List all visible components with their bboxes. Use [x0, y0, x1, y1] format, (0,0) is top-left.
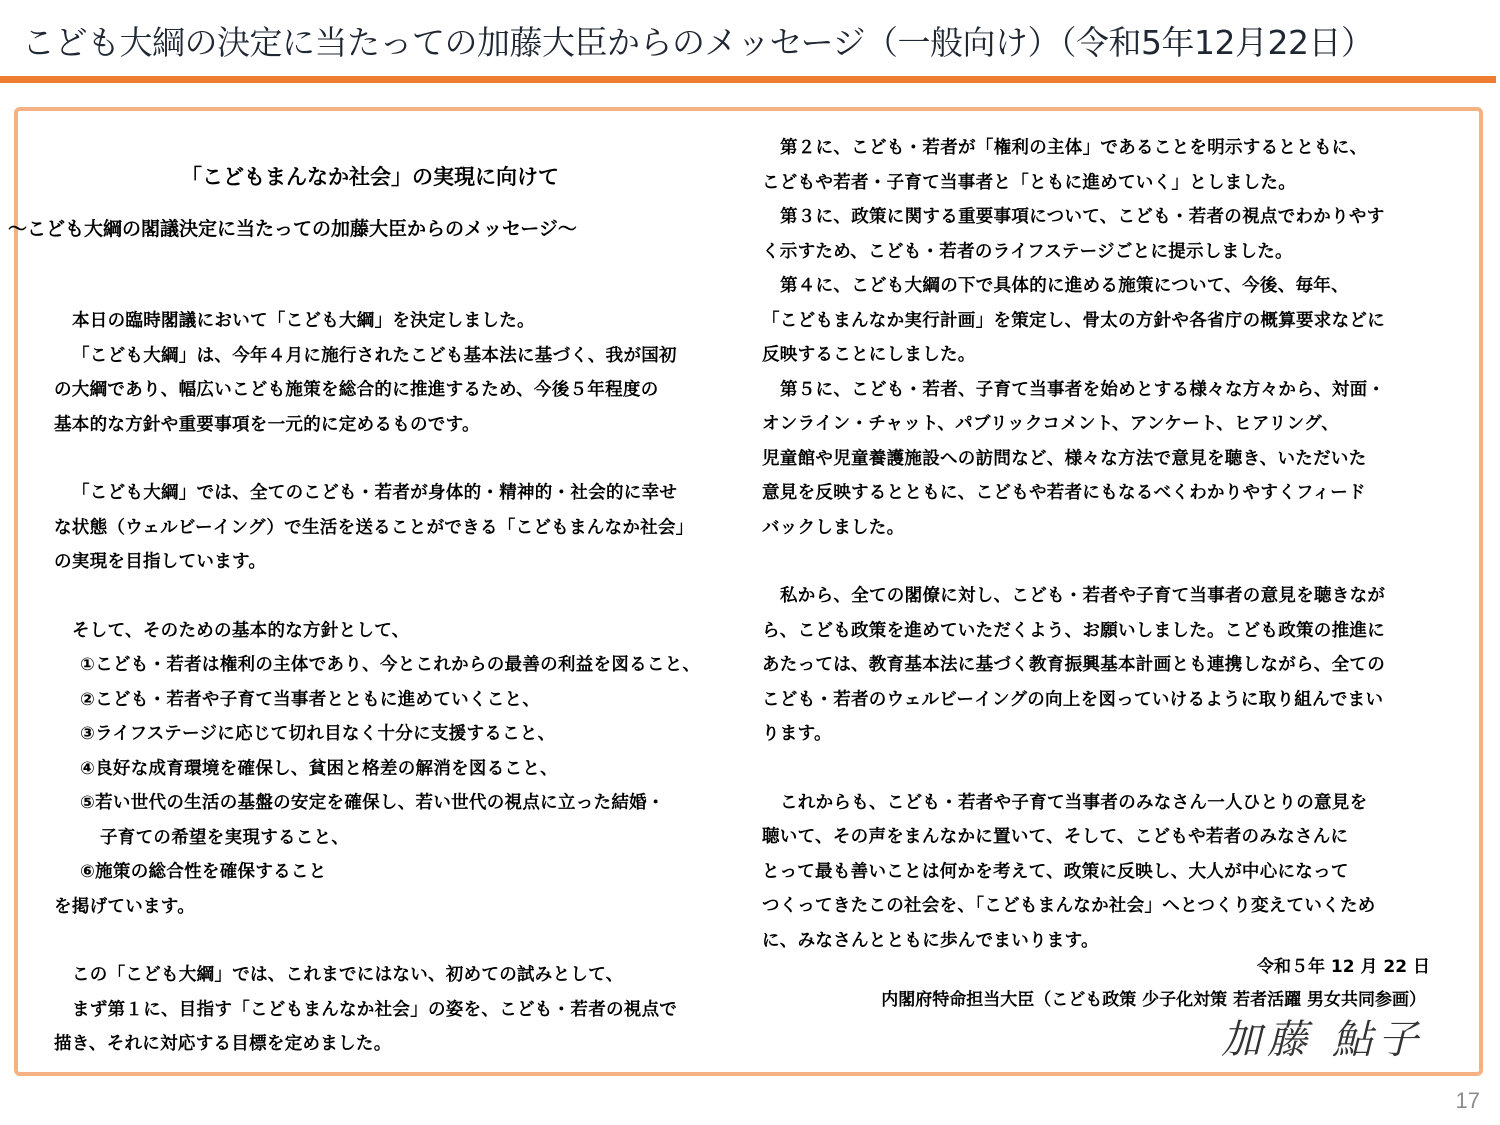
text-line: こどもや若者・子育て当事者と「ともに進めていく」としました。: [762, 172, 1296, 193]
policy-item-5-continued: 子育ての希望を実現すること、: [100, 827, 350, 848]
text-line: 第４に、こども大綱の下で具体的に進める施策について、今後、毎年、: [780, 276, 1349, 296]
message-left-column: [8, 160, 734, 1062]
signature-handwritten-name: 加藤 鮎子: [1221, 1017, 1424, 1063]
text-line: 描き、それに対応する目標を定めました。: [54, 1034, 392, 1054]
text-line: そして、そのための基本的な方針として、: [72, 620, 410, 641]
signature-date: 令和５年 12 月 22 日: [1257, 957, 1430, 977]
paragraph-point-3: [762, 200, 1442, 269]
spacer: [54, 442, 734, 476]
text-line: 聴いて、その声をまんなかに置いて、そして、こどもや若者のみなさんに: [762, 827, 1349, 847]
text-line: 「こどもまんなか実行計画」を策定し、骨太の方針や各省庁の概算要求などに: [762, 310, 1385, 331]
text-line: 第５に、こども・若者、子育て当事者を始めとする様々な方々から、対面・: [780, 379, 1386, 400]
policy-item-6: ⑥施策の総合性を確保すること: [80, 862, 327, 882]
policy-item-2: ②こども・若者や子育て当事者とともに進めていくこと、: [80, 689, 541, 710]
message-heading: 「こどもまんなか社会」の実現に向けて: [181, 165, 559, 189]
text-line: を掲げています。: [54, 896, 195, 917]
text-line: ります。: [762, 724, 832, 744]
spacer: [54, 580, 734, 614]
slide-title: こども大綱の決定に当たっての加藤大臣からのメッセージ（一般向け）（令和5年12月22日）: [22, 23, 1374, 62]
paragraph-request: [762, 579, 1442, 752]
text-line: く示すため、こども・若者のライフステージごとに提示しました。: [762, 241, 1293, 262]
text-line: こども・若者のウェルビーイングの向上を図っていけるように取り組んでまい: [762, 689, 1384, 710]
text-line: ら、こども政策を進めていただくよう、お願いしました。こども政策の推進に: [762, 620, 1385, 641]
policy-item-4: ④良好な成育環境を確保し、貧困と格差の解消を図ること、: [80, 758, 558, 779]
text-line: な状態（ウェルビーイング）で生活を送ることができる「こどもまんなか社会」: [54, 517, 694, 538]
paragraph-point-4: [762, 269, 1442, 373]
text-line: 「こども大綱」は、今年４月に施行されたこども基本法に基づく、我が国初: [72, 345, 677, 366]
paragraph-first-point: [54, 958, 734, 1062]
text-line: に、みなさんとともに歩んでまいります。: [762, 930, 1099, 951]
spacer: [54, 246, 734, 304]
message-subheading: ～こども大綱の閣議決定に当たっての加藤大臣からのメッセージ～: [8, 218, 577, 240]
text-line: 児童館や児童養護施設への訪問など、様々な方法で意見を聴き、いただいた: [762, 448, 1367, 469]
paragraph-point-5: [762, 373, 1442, 546]
text-line: 本日の臨時閣議において「こども大綱」を決定しました。: [72, 311, 535, 331]
spacer: [762, 752, 1442, 786]
page-number: 17: [1455, 1088, 1480, 1113]
signature-minister-title: 内閣府特命担当大臣（こども政策 少子化対策 若者活躍 男女共同参画）: [881, 990, 1426, 1010]
message-right-column: [762, 131, 1442, 958]
paragraph-policies: [54, 614, 734, 925]
text-line: 私から、全ての閣僚に対し、こども・若者や子育て当事者の意見を聴きなが: [780, 586, 1386, 606]
text-line: つくってきたこの社会を、「こどもまんなか社会」へとつくり変えていくため: [762, 896, 1376, 916]
policy-item-5: ⑤若い世代の生活の基盤の安定を確保し、若い世代の視点に立った結婚・: [80, 793, 665, 813]
paragraph-point-2: [762, 131, 1442, 200]
spacer: [762, 545, 1442, 579]
text-line: この「こども大綱」では、これまでにはない、初めての試みとして、: [72, 965, 624, 985]
paragraph-closing: [762, 786, 1442, 959]
text-line: これからも、こども・若者や子育て当事者のみなさん一人ひとりの意見を: [780, 792, 1368, 813]
text-line: バックしました。: [762, 517, 905, 538]
spacer: [54, 924, 734, 958]
policy-item-3: ③ライフステージに応じて切れ目なく十分に支援すること、: [80, 724, 556, 744]
text-line: の実現を目指しています。: [54, 552, 267, 572]
text-line: の大綱であり、幅広いこども施策を総合的に推進するため、今後５年程度の: [54, 380, 659, 400]
text-line: あたっては、教育基本法に基づく教育振興基本計画とも連携しながら、全ての: [762, 655, 1385, 675]
text-line: 「こども大綱」では、全てのこども・若者が身体的・精神的・社会的に幸せ: [72, 483, 678, 503]
text-line: 第２に、こども・若者が「権利の主体」であることを明示するとともに、: [780, 138, 1368, 158]
text-line: まず第１に、目指す「こどもまんなか社会」の姿を、こども・若者の視点で: [72, 999, 678, 1020]
text-line: オンライン・チャット、パブリックコメント、アンケート、ヒアリング、: [762, 414, 1340, 434]
text-line: とって最も善いことは何かを考えて、政策に反映し、大人が中心になって: [762, 861, 1349, 882]
text-line: 第３に、政策に関する重要事項について、こども・若者の視点でわかりやす: [780, 207, 1385, 227]
paragraph-decision: [54, 304, 734, 442]
paragraph-goal: [54, 476, 734, 580]
text-line: 意見を反映するとともに、こどもや若者にもなるべくわかりやすくフィード: [762, 483, 1366, 503]
text-line: 基本的な方針や重要事項を一元的に定めるものです。: [54, 414, 480, 435]
text-line: 反映することにしました。: [762, 345, 976, 365]
policy-item-1: ①こども・若者は権利の主体であり、今とこれからの最善の利益を図ること、: [80, 655, 701, 675]
title-underline-rule: [0, 76, 1496, 83]
